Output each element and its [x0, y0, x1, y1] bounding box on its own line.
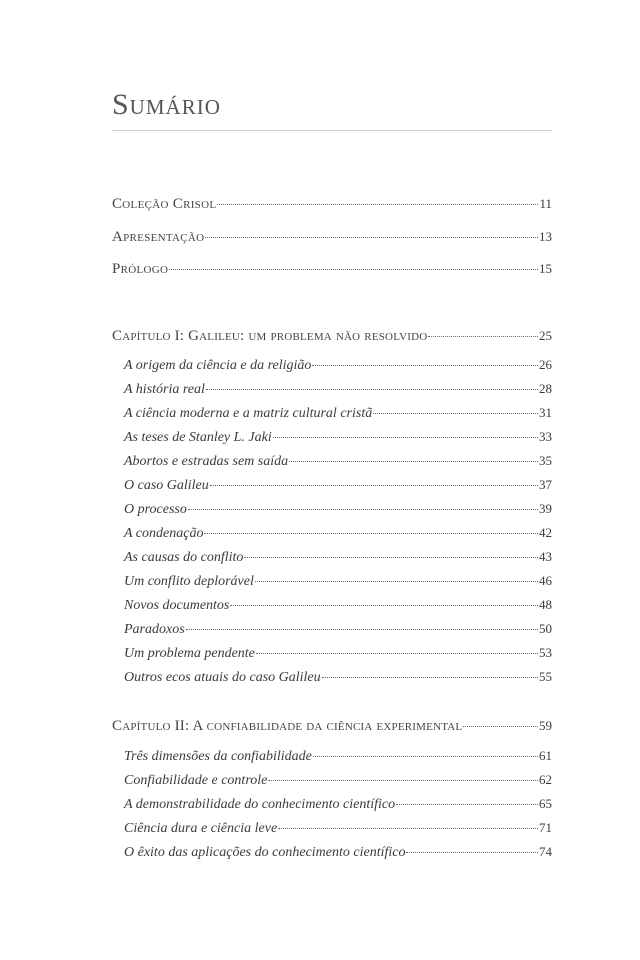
dot-leader: [373, 413, 538, 414]
toc-section[interactable]: [124, 549, 552, 566]
toc-chapter-1[interactable]: [112, 328, 552, 345]
toc-section-page: 71: [539, 820, 552, 835]
dot-leader: [406, 852, 538, 853]
dot-leader: [244, 557, 538, 558]
toc-section-label: Confiabilidade e controle: [124, 773, 268, 788]
dot-leader: [463, 726, 538, 727]
dot-leader: [273, 437, 538, 438]
toc-section-label: Um problema pendente: [124, 646, 255, 661]
toc-section-page: 42: [539, 525, 552, 540]
toc-section-page: 65: [539, 796, 552, 811]
dot-leader: [313, 756, 538, 757]
toc-section[interactable]: [124, 796, 552, 813]
toc-section[interactable]: [124, 645, 552, 662]
toc-entry-prologo[interactable]: [112, 261, 552, 278]
toc-section[interactable]: [124, 381, 552, 398]
dot-leader: [268, 780, 538, 781]
toc-section[interactable]: [124, 573, 552, 590]
toc-section-label: O caso Galileu: [124, 478, 209, 493]
toc-section-label: A demonstrabilidade do conhecimento científico: [124, 797, 396, 812]
toc-section-label: As causas do conflito: [124, 550, 244, 565]
toc-section-page: 35: [539, 453, 552, 468]
toc-section-page: 33: [539, 429, 552, 444]
toc-section[interactable]: [124, 501, 552, 518]
dot-leader: [217, 204, 538, 205]
toc-entry-label: Coleção Crisol: [112, 196, 217, 212]
page-title: Sumário: [112, 88, 221, 121]
toc-section-label: Novos documentos: [124, 598, 230, 613]
toc-section-page: 53: [539, 645, 552, 660]
dot-leader: [210, 485, 538, 486]
toc-entry-label: Apresentação: [112, 229, 205, 245]
toc-section-label: Paradoxos: [124, 622, 185, 637]
toc-section-label: O processo: [124, 502, 187, 517]
toc-entry-apresentacao[interactable]: [112, 229, 552, 246]
toc-section-label: A origem da ciência e da religião: [124, 358, 312, 373]
toc-section-label: A condenação: [124, 526, 204, 541]
toc-section-page: 43: [539, 549, 552, 564]
toc-section[interactable]: [124, 405, 552, 422]
toc-section-page: 39: [539, 501, 552, 516]
toc-chapter-label: Capítulo II: A confiabilidade da ciência experimental: [112, 718, 463, 734]
dot-leader: [396, 804, 538, 805]
toc-section-page: 46: [539, 573, 552, 588]
toc-section[interactable]: [124, 669, 552, 686]
dot-leader: [205, 237, 538, 238]
toc-section-page: 50: [539, 621, 552, 636]
toc-section-page: 48: [539, 597, 552, 612]
title-rule: [112, 130, 552, 131]
toc-section-label: Outros ecos atuais do caso Galileu: [124, 670, 321, 685]
dot-leader: [256, 653, 538, 654]
dot-leader: [188, 509, 538, 510]
toc-entry-page: 15: [539, 261, 552, 276]
toc-section[interactable]: [124, 453, 552, 470]
toc-section-label: Três dimensões da confiabilidade: [124, 749, 312, 764]
toc-section-label: As teses de Stanley L. Jaki: [124, 430, 272, 445]
toc-section-label: Abortos e estradas sem saída: [124, 454, 289, 469]
dot-leader: [255, 581, 538, 582]
toc-section[interactable]: [124, 429, 552, 446]
dot-leader: [322, 677, 538, 678]
toc-section-label: O êxito das aplicações do conhecimento científico: [124, 845, 406, 860]
toc-entry-page: 13: [539, 229, 552, 244]
dot-leader: [169, 269, 538, 270]
dot-leader: [206, 389, 538, 390]
toc-chapter-label: Capítulo I: Galileu: um problema não resolvido: [112, 328, 428, 344]
toc-section[interactable]: [124, 748, 552, 765]
dot-leader: [230, 605, 538, 606]
toc-chapter-page: 59: [539, 718, 552, 733]
dot-leader: [204, 533, 538, 534]
toc-chapter-page: 25: [539, 328, 552, 343]
dot-leader: [312, 365, 538, 366]
toc-section-page: 62: [539, 772, 552, 787]
toc-section[interactable]: [124, 597, 552, 614]
toc-section-page: 28: [539, 381, 552, 396]
toc-entry-label: Prólogo: [112, 261, 169, 277]
toc-entry-page: 11: [539, 196, 552, 211]
toc-section[interactable]: [124, 820, 552, 837]
dot-leader: [278, 828, 538, 829]
toc-section[interactable]: [124, 357, 552, 374]
dot-leader: [289, 461, 538, 462]
toc-section-page: 26: [539, 357, 552, 372]
toc-section-page: 55: [539, 669, 552, 684]
toc-section[interactable]: [124, 844, 552, 861]
toc-section-page: 31: [539, 405, 552, 420]
toc-chapter-2[interactable]: [112, 718, 552, 735]
dot-leader: [186, 629, 538, 630]
toc-section-page: 37: [539, 477, 552, 492]
toc-section[interactable]: [124, 477, 552, 494]
toc-section-page: 74: [539, 844, 552, 859]
toc-section-page: 61: [539, 748, 552, 763]
toc-section-label: A história real: [124, 382, 205, 397]
toc-section[interactable]: [124, 621, 552, 638]
toc-section-label: Ciência dura e ciência leve: [124, 821, 278, 836]
toc-section[interactable]: [124, 525, 552, 542]
toc-section[interactable]: [124, 772, 552, 789]
toc-entry-colecao-crisol[interactable]: [112, 196, 552, 213]
toc-section-label: Um conflito deplorável: [124, 574, 254, 589]
toc-section-label: A ciência moderna e a matriz cultural cristã: [124, 406, 373, 421]
dot-leader: [428, 336, 538, 337]
